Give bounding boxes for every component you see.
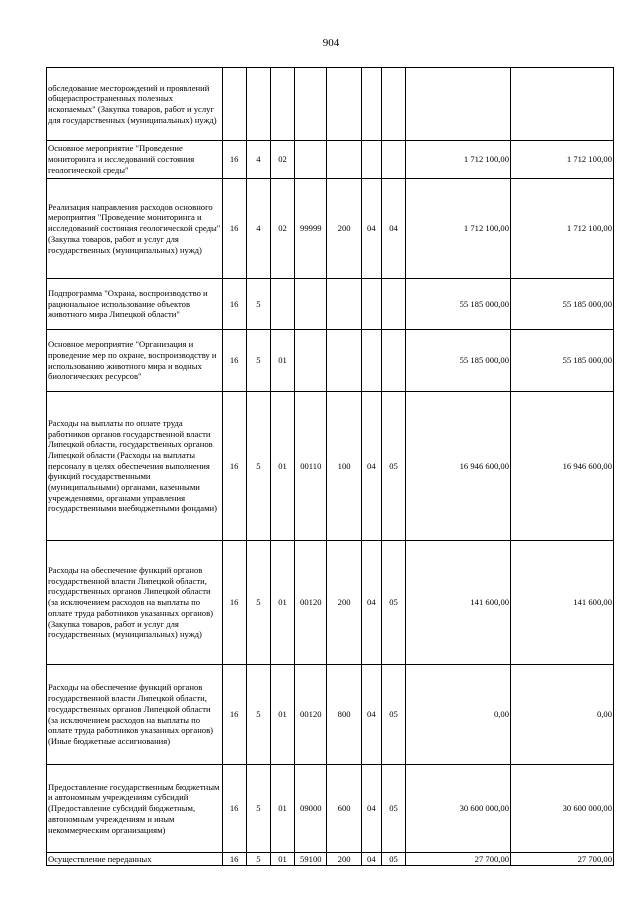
code-6 (361, 279, 381, 330)
sum-1: 141 600,00 (406, 541, 511, 665)
sum-2: 55 185 000,00 (511, 279, 614, 330)
code-7: 05 (381, 853, 405, 866)
code-5 (327, 68, 361, 141)
code-4 (295, 330, 327, 392)
table-row (47, 68, 614, 141)
code-3: 01 (270, 330, 294, 392)
table-row (47, 330, 614, 392)
code-6: 04 (361, 179, 381, 279)
code-3: 01 (270, 541, 294, 665)
sum-2: 1 712 100,00 (511, 141, 614, 179)
table-row (47, 141, 614, 179)
row-name: Реализация направления расходов основного мероприятия "Проведение мониторинга и исследований состояния геологической среды" (Закупка товаров, работ и услуг для государственных (муниципальных) нужд) (47, 179, 223, 279)
code-1: 16 (222, 179, 246, 279)
code-1: 16 (222, 330, 246, 392)
code-7 (381, 141, 405, 179)
code-2: 5 (246, 392, 270, 541)
row-name: Расходы на обеспечение функций органов государственной власти Липецкой области, государственных органов Липецкой области (за исключением расходов на выплаты по оплате труда работников указанных органов) (Закупка товаров, работ и услуг для государственных (муниципальных) нужд) (47, 541, 223, 665)
sum-1: 55 185 000,00 (406, 330, 511, 392)
sum-2: 27 700,00 (511, 853, 614, 866)
row-name: Расходы на выплаты по оплате труда работников органов государственной власти Липецкой области, государственных органов Липецкой области (Расходы на выплаты персоналу в целях обеспечения выполнения функций государственными (муниципальными) органами, казенными учреждениями, органами управления государственными внебюджетными фондами) (47, 392, 223, 541)
code-6: 04 (361, 853, 381, 866)
table-body (47, 68, 614, 866)
code-6: 04 (361, 765, 381, 853)
sum-2: 16 946 600,00 (511, 392, 614, 541)
code-2: 5 (246, 330, 270, 392)
code-3: 01 (270, 665, 294, 765)
code-5: 600 (327, 765, 361, 853)
table-row (47, 765, 614, 853)
page-number: 904 (322, 37, 340, 49)
code-3 (270, 68, 294, 141)
code-6: 04 (361, 392, 381, 541)
sum-2: 0,00 (511, 665, 614, 765)
code-7: 04 (381, 179, 405, 279)
code-7 (381, 68, 405, 141)
code-1: 16 (222, 141, 246, 179)
code-6: 04 (361, 665, 381, 765)
code-5: 200 (327, 853, 361, 866)
code-6 (361, 68, 381, 141)
code-4: 99999 (295, 179, 327, 279)
sum-1: 1 712 100,00 (406, 141, 511, 179)
code-3 (270, 279, 294, 330)
code-7: 05 (381, 765, 405, 853)
code-2: 5 (246, 279, 270, 330)
code-6 (361, 141, 381, 179)
code-4 (295, 279, 327, 330)
table-row (47, 392, 614, 541)
code-1: 16 (222, 279, 246, 330)
budget-table (46, 67, 614, 866)
code-7 (381, 279, 405, 330)
code-4: 09000 (295, 765, 327, 853)
code-4: 59100 (295, 853, 327, 866)
code-7: 05 (381, 665, 405, 765)
code-1: 16 (222, 765, 246, 853)
code-4: 00120 (295, 665, 327, 765)
code-2: 4 (246, 179, 270, 279)
code-3: 01 (270, 853, 294, 866)
code-1: 16 (222, 541, 246, 665)
code-3: 02 (270, 179, 294, 279)
sum-2: 55 185 000,00 (511, 330, 614, 392)
code-4 (295, 141, 327, 179)
code-1 (222, 68, 246, 141)
code-1: 16 (222, 392, 246, 541)
sum-2: 141 600,00 (511, 541, 614, 665)
sum-1: 27 700,00 (406, 853, 511, 866)
sum-1: 1 712 100,00 (406, 179, 511, 279)
row-name: Предоставление государственным бюджетным и автономным учреждениям субсидий (Предоставление субсидий бюджетным, автономным учреждениям и иным некоммерческим организациям) (47, 765, 223, 853)
table-row (47, 853, 614, 866)
code-2: 5 (246, 765, 270, 853)
code-5: 800 (327, 665, 361, 765)
code-3: 01 (270, 765, 294, 853)
code-1: 16 (222, 853, 246, 866)
code-5: 200 (327, 541, 361, 665)
sum-2 (511, 68, 614, 141)
row-name: Подпрограмма "Охрана, воспроизводство и рациональное использование объектов животного мира Липецкой области" (47, 279, 223, 330)
row-name: Расходы на обеспечение функций органов государственной власти Липецкой области, государственных органов Липецкой области (за исключением расходов на выплаты по оплате труда работников указанных органов) (Иные бюджетные ассигнования) (47, 665, 223, 765)
code-3: 01 (270, 392, 294, 541)
code-4 (295, 68, 327, 141)
code-5 (327, 330, 361, 392)
sum-1: 55 185 000,00 (406, 279, 511, 330)
row-name: Осуществление переданных (47, 853, 223, 866)
table-row (47, 179, 614, 279)
row-name: Основное мероприятие "Проведение мониторинга и исследований состояния геологической среды" (47, 141, 223, 179)
code-2: 5 (246, 665, 270, 765)
row-name: обследование месторождений и проявлений общераспространенных полезных ископаемых" (Закупка товаров, работ и услуг для государственных (муниципальных) нужд) (47, 68, 223, 141)
code-2: 5 (246, 541, 270, 665)
table-row (47, 541, 614, 665)
sum-1: 0,00 (406, 665, 511, 765)
sum-1 (406, 68, 511, 141)
code-7 (381, 330, 405, 392)
code-5: 200 (327, 179, 361, 279)
code-4: 00120 (295, 541, 327, 665)
code-7: 05 (381, 392, 405, 541)
code-2: 4 (246, 141, 270, 179)
sum-1: 30 600 000,00 (406, 765, 511, 853)
table-row (47, 279, 614, 330)
code-2 (246, 68, 270, 141)
code-6 (361, 330, 381, 392)
sum-1: 16 946 600,00 (406, 392, 511, 541)
code-5: 100 (327, 392, 361, 541)
code-6: 04 (361, 541, 381, 665)
code-3: 02 (270, 141, 294, 179)
sum-2: 30 600 000,00 (511, 765, 614, 853)
code-4: 00110 (295, 392, 327, 541)
code-5 (327, 141, 361, 179)
code-5 (327, 279, 361, 330)
code-1: 16 (222, 665, 246, 765)
table-row (47, 665, 614, 765)
code-7: 05 (381, 541, 405, 665)
row-name: Основное мероприятие "Организация и проведение мер по охране, воспроизводству и использованию животного мира и водных биологических ресурсов" (47, 330, 223, 392)
code-2: 5 (246, 853, 270, 866)
sum-2: 1 712 100,00 (511, 179, 614, 279)
